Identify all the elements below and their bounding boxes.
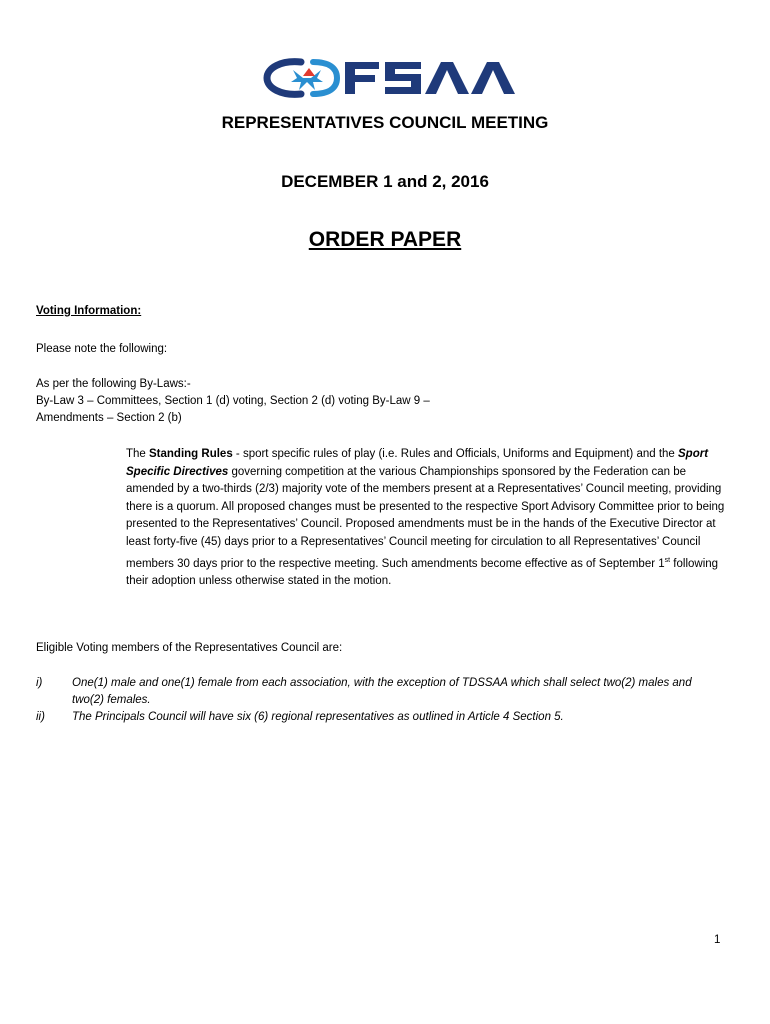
bylaws-block [36,376,496,427]
list-item-number: ii) [36,711,45,723]
bylaws-line-2: By-Law 3 – Committees, Section 1 (d) voting, Section 2 (d) voting By-Law 9 – [36,395,430,407]
standing-rules-term: Standing Rules [149,448,233,460]
meeting-title: REPRESENTATIVES COUNCIL MEETING [221,113,549,132]
rules-text-1: The [126,448,150,460]
sport-directives-term: Sport Specific Directives [126,448,709,478]
rules-text-2: - sport specific rules of play (i.e. Rules and Officials, Uniforms and Equipment) and the [232,448,679,460]
rules-superscript: st [664,556,671,564]
voting-information-label: Voting Information: [36,305,142,317]
list-item-number: i) [36,677,43,689]
bylaws-line-1: As per the following By-Laws:- [36,378,191,390]
rules-text-4: following their adoption unless otherwise stated in the motion. [126,557,719,588]
list-item-text: One(1) male and one(1) female from each association, with the exception of TDSSAA which shall select two(2) males and two(2) females. [72,677,692,706]
ofsaa-logo [263,56,517,100]
eligible-intro: Eligible Voting members of the Representatives Council are: [36,642,343,654]
meeting-dates: DECEMBER 1 and 2, 2016 [281,172,489,191]
list-item [36,709,726,726]
order-paper-heading: ORDER PAPER [308,228,462,251]
please-note-text: Please note the following: [36,343,168,355]
list-item [36,675,726,709]
rules-text-3: governing competition at the various Championships sponsored by the Federation can be amended by a two-thirds (2/3) majority vote of the members present at a Representatives’ Council meeting, providing there is a quorum. All proposed changes must be presented to the respective Sport Advisory Committee prior to being presented to the Representatives’ Council. Proposed amendments must be in the hands of the Executive Director at least forty-five (45) days prior to a Representatives’ Council meeting for circulation to all Representatives’ Council members 30 days prior to the respective meeting. Such amendments become effective as of September 1 [126,465,725,570]
standing-rules-paragraph [126,446,728,591]
page-number: 1 [714,934,721,946]
ofsaa-logo-graphic [263,56,517,100]
bylaws-line-3: Amendments – Section 2 (b) [36,412,182,424]
list-item-text: The Principals Council will have six (6) regional representatives as outlined in Article 4 Section 5. [72,711,564,723]
